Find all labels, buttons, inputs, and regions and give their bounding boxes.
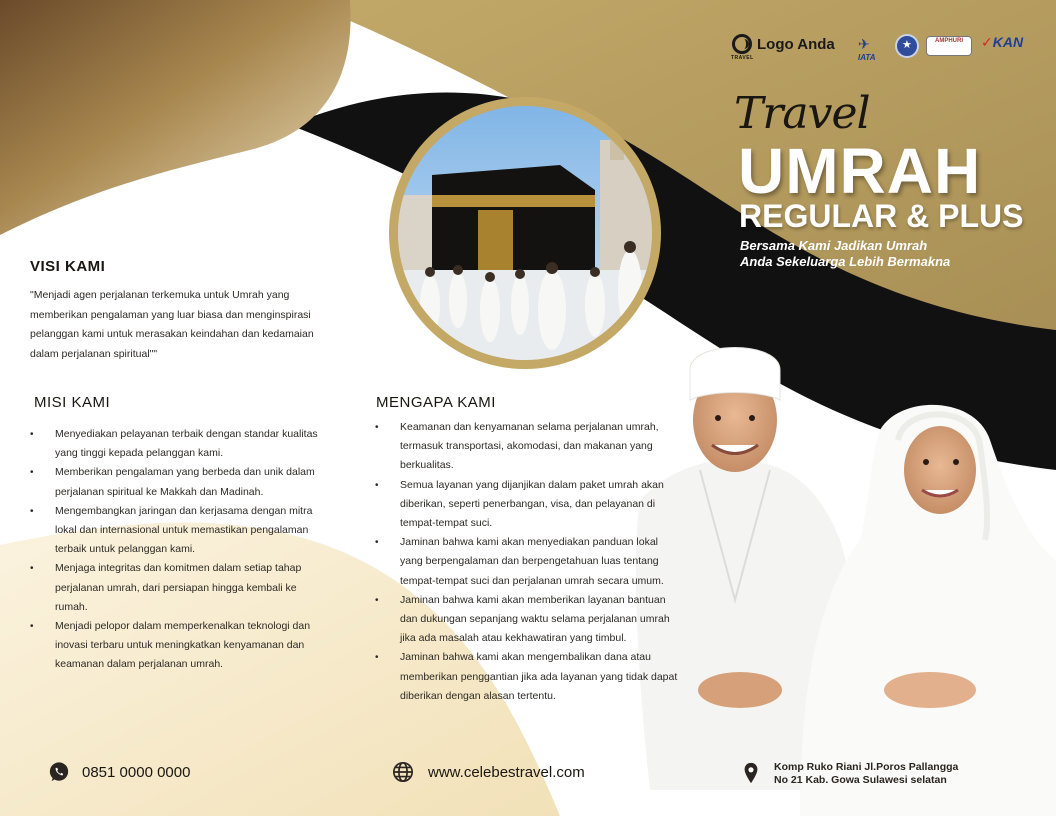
logo-subtitle: TRAVEL: [731, 55, 754, 61]
kan-label: KAN: [992, 34, 1024, 50]
tagline: [740, 238, 950, 270]
visi-heading: VISI KAMI: [30, 258, 106, 275]
iata-label: IATA: [858, 53, 876, 62]
address: [774, 761, 1004, 787]
misi-list: [30, 425, 330, 675]
iata-badge: ✈ IATA: [858, 36, 876, 62]
whatsapp-icon: [48, 761, 70, 783]
logo-text: Logo Anda: [757, 36, 835, 53]
list-item: • Menjadi pelopor dalam memperkenalkan teknologi dan inovasi terbaru untuk meningkatkan kenyamanan dan keamanan dalam perjalanan umrah.: [30, 617, 330, 675]
list-item: • Memberikan pengalaman yang berbeda dan unik dalam perjalanan spiritual ke Makkah dan Madinah.: [30, 463, 330, 501]
globe-icon: [392, 761, 414, 783]
mengapa-heading: MENGAPA KAMI: [376, 394, 496, 411]
list-item: • Jaminan bahwa kami akan memberikan layanan bantuan dan dukungan sepanjang waktu selama perjalanan umrah jika ada masalah atau kekhawatiran yang timbul.: [375, 591, 680, 649]
tagline-line-1: Bersama Kami Jadikan Umrah: [740, 238, 928, 253]
title-main: UMRAH: [738, 135, 982, 207]
list-item: • Mengembangkan jaringan dan kerjasama dengan mitra lokal dan internasional untuk memastikan pengalaman terbaik untuk pelanggan kami.: [30, 502, 330, 560]
kan-badge: ✓KAN: [981, 34, 1024, 50]
amphuri-badge: [926, 36, 972, 56]
address-line-1: Komp Ruko Riani Jl.Poros Pallangga: [774, 761, 959, 773]
location-pin-icon: [740, 762, 762, 784]
title-script: Travel: [734, 88, 870, 139]
title-sub: REGULAR & PLUS: [739, 198, 1024, 234]
list-item: • Jaminan bahwa kami akan mengembalikan dana atau memberikan penggantian jika ada layanan yang tidak dapat diberikan dengan alasan tertentu.: [375, 648, 680, 706]
list-item: • Menjaga integritas dan komitmen dalam setiap tahap perjalanan umrah, dari persiapan hingga kembali ke rumah.: [30, 559, 330, 617]
misi-heading: MISI KAMI: [34, 394, 111, 411]
phone-number[interactable]: 0851 0000 0000: [82, 764, 191, 781]
mengapa-list: [375, 418, 680, 706]
list-item: • Keamanan dan kenyamanan selama perjalanan umrah, termasuk transportasi, akomodasi, dan makanan yang berkualitas.: [375, 418, 680, 476]
association-badge-icon: [895, 34, 919, 58]
list-item: • Menyediakan pelayanan terbaik dengan standar kualitas yang tinggi kepada pelanggan kami.: [30, 425, 330, 463]
list-item: • Semua layanan yang dijanjikan dalam paket umrah akan diberikan, seperti penerbangan, visa, dan pelayanan di tempat-tempat suci.: [375, 476, 680, 534]
website-link[interactable]: www.celebestravel.com: [428, 764, 585, 781]
amphuri-label: AMPHURI: [935, 38, 963, 44]
address-line-2: No 21 Kab. Gowa Sulawesi selatan: [774, 774, 947, 786]
list-item: • Jaminan bahwa kami akan menyediakan panduan lokal yang berpengalaman dan berpengetahuan luas tentang tempat-tempat suci dan perjalanan umrah secara umum.: [375, 533, 680, 591]
logo-mark-icon: [732, 34, 752, 54]
tagline-line-2: Anda Sekeluarga Lebih Bermakna: [740, 254, 951, 269]
visi-text: "Menjadi agen perjalanan terkemuka untuk Umrah yang memberikan pengalaman yang luar biasa dan menginspirasi pelanggan kami untuk merasakan keindahan dan kedamaian dalam perjalanan spiritual"": [30, 289, 314, 360]
